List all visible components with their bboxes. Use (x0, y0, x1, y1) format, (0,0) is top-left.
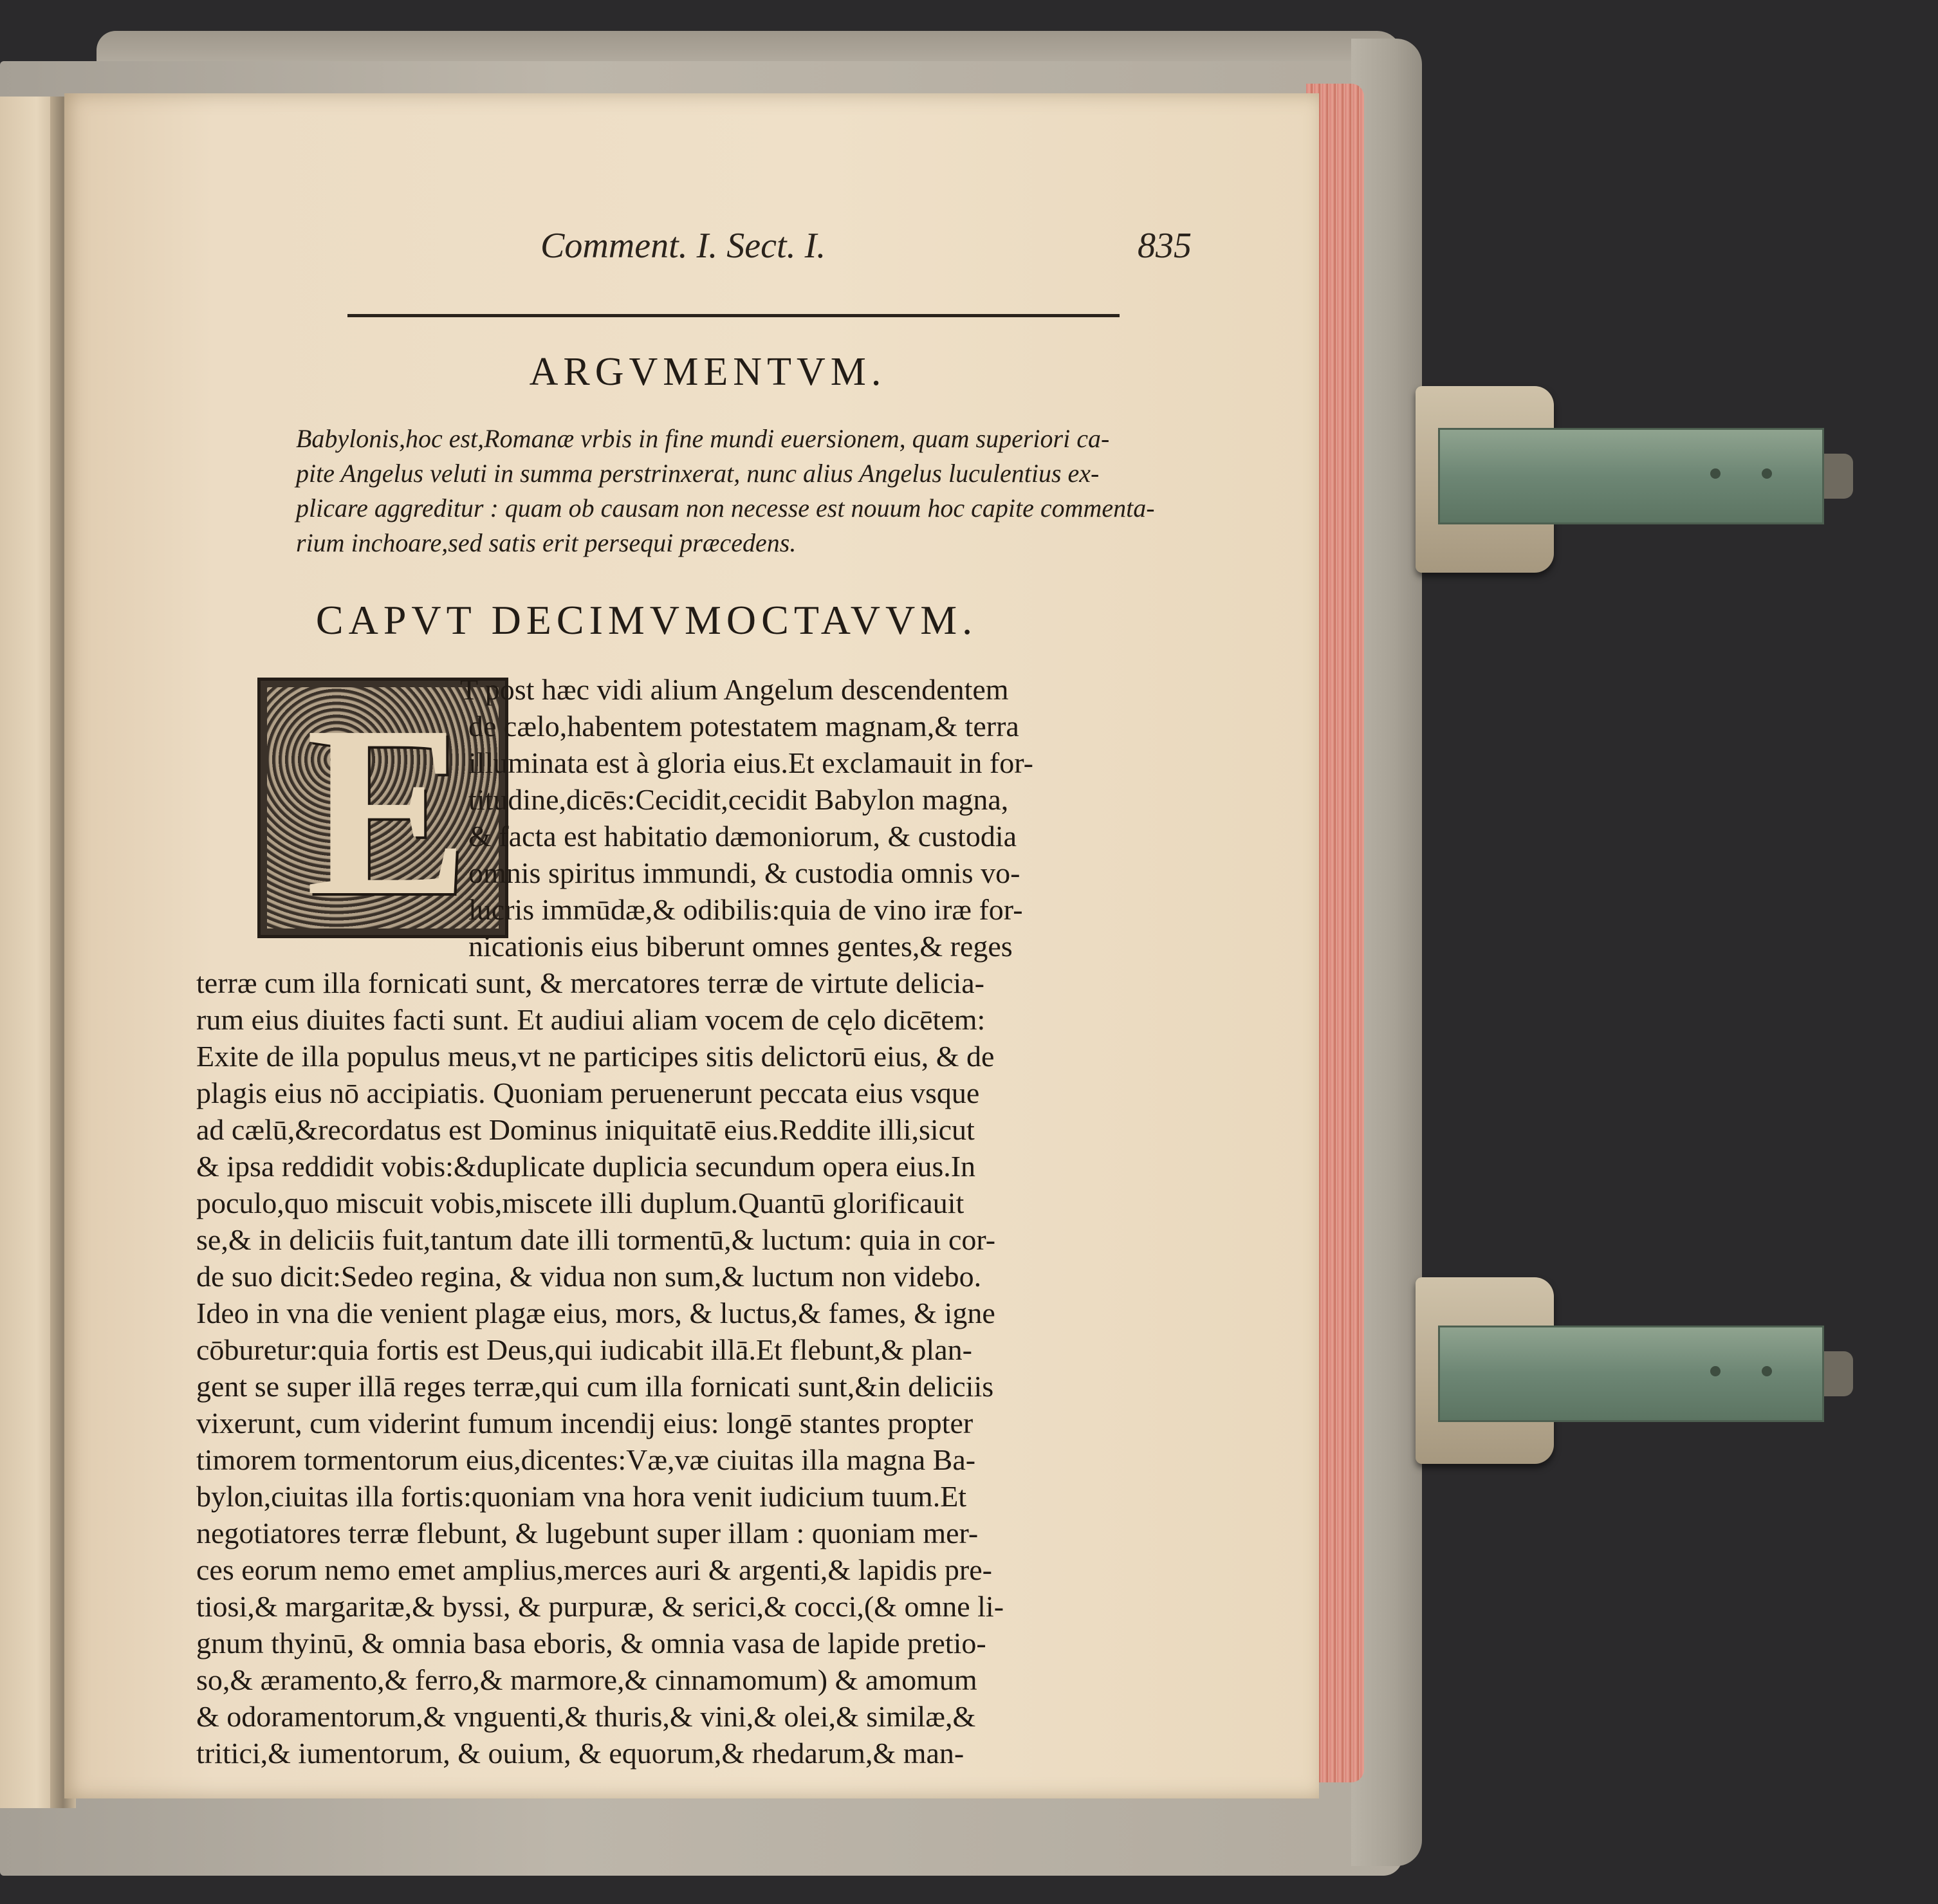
body-line: nicationis eius biberunt omnes gentes,& reges (468, 930, 1013, 963)
argumentum-text (296, 421, 1177, 560)
argumentum-line: pite Angelus veluti in summa perstrinxerat, nunc alius Angelus luculentius ex- (296, 459, 1100, 488)
body-line: titudine,dicēs:Cecidit,cecidit Babylon magna, (468, 783, 1009, 816)
argumentum-line: rium inchoare,sed satis erit persequi præcedens. (296, 528, 797, 557)
argumentum-heading: ARGVMENTVM. (529, 350, 887, 394)
clasp-lower-tab (1824, 1351, 1853, 1396)
rivet-icon (1710, 1366, 1721, 1376)
body-line: vixerunt, cum viderint fumum incendij eius: longē stantes propter (196, 1407, 974, 1439)
rivet-icon (1710, 468, 1721, 479)
printed-page (64, 93, 1319, 1798)
rivet-icon (1762, 1366, 1772, 1376)
body-line: Ideo in vna die venient plagæ eius, mors, & luctus,& fames, & igne (196, 1297, 995, 1329)
body-line: gent se super illā reges terræ,qui cum illa fornicati sunt,&in deliciis (196, 1370, 994, 1403)
page-number: 835 (1138, 226, 1192, 266)
argumentum-line: plicare aggreditur : quam ob causam non necesse est nouum hoc capite commenta- (296, 494, 1155, 522)
body-line: plagis eius nō accipiatis. Quoniam peruenerunt peccata eius vsque (196, 1077, 980, 1109)
body-line: illuminata est à gloria eius.Et exclamauit in for- (468, 746, 1033, 779)
clasp-upper-tab (1824, 454, 1853, 499)
clasp-lower-strap[interactable] (1438, 1326, 1824, 1422)
body-line: rum eius diuites facti sunt. Et audiui aliam vocem de cęlo dicētem: (196, 1003, 986, 1036)
body-line: de cælo,habentem potestatem magnam,& terra (468, 710, 1019, 743)
body-line: & facta est habitatio dæmoniorum, & custodia (468, 820, 1017, 853)
body-line: cōburetur:quia fortis est Deus,qui iudicabit illā.Et flebunt,& plan- (196, 1333, 972, 1366)
head-rule (347, 314, 1120, 317)
body-line: de suo dicit:Sedeo regina, & vidua non sum,& luctum non videbo. (196, 1260, 982, 1293)
body-line: tiosi,& margaritæ,& byssi, & purpuræ, & serici,& cocci,(& omne li- (196, 1590, 1004, 1623)
body-line: & ipsa reddidit vobis:&duplicate duplicia secundum opera eius.In (196, 1150, 976, 1183)
body-line: lucris immūdæ,& odibilis:quia de vino iræ for- (468, 893, 1023, 926)
body-line: gnum thyinū, & omnia basa eboris, & omnia vasa de lapide pretio- (196, 1627, 986, 1659)
body-line: so,& æramento,& ferro,& marmore,& cinnamomum) & amomum (196, 1663, 977, 1696)
body-line: poculo,quo miscuit vobis,miscete illi duplum.Quantū glorificauit (196, 1187, 964, 1219)
body-line: ces eorum nemo emet amplius,merces auri & argenti,& lapidis pre- (196, 1553, 992, 1586)
rivet-icon (1762, 468, 1772, 479)
clasp-upper-strap[interactable] (1438, 428, 1824, 524)
body-line: T post hæc vidi alium Angelum descendentem (460, 673, 1009, 706)
argumentum-line: Babylonis,hoc est,Romanæ vrbis in fine mundi euersionem, quam superiori ca- (296, 424, 1110, 453)
body-line: Exite de illa populus meus,vt ne participes sitis delictorū eius, & de (196, 1040, 995, 1073)
body-line: tritici,& iumentorum, & ouium, & equorum,& rhedarum,& man- (196, 1737, 964, 1770)
initial-letter: E (306, 678, 469, 938)
body-line: & odoramentorum,& vnguenti,& thuris,& vini,& olei,& similæ,& (196, 1700, 976, 1733)
body-line: se,& in deliciis fuit,tantum date illi tormentū,& luctum: quia in cor- (196, 1223, 996, 1256)
running-head-title: Comment. I. Sect. I. (540, 226, 826, 266)
body-line: timorem tormentorum eius,dicentes:Væ,væ ciuitas illa magna Ba- (196, 1443, 976, 1476)
chapter-heading: CAPVT DECIMVMOCTAVVM. (315, 597, 978, 643)
body-line: terræ cum illa fornicati sunt, & mercatores terræ de virtute delicia- (196, 966, 984, 999)
body-line: negotiatores terræ flebunt, & lugebunt super illam : quoniam mer- (196, 1517, 979, 1549)
body-line: ad cælū,&recordatus est Dominus iniquitatē eius.Reddite illi,sicut (196, 1113, 975, 1146)
body-line: bylon,ciuitas illa fortis:quoniam vna hora venit iudicium tuum.Et (196, 1480, 967, 1513)
body-line: omnis spiritus immundi, & custodia omnis vo- (468, 856, 1020, 889)
